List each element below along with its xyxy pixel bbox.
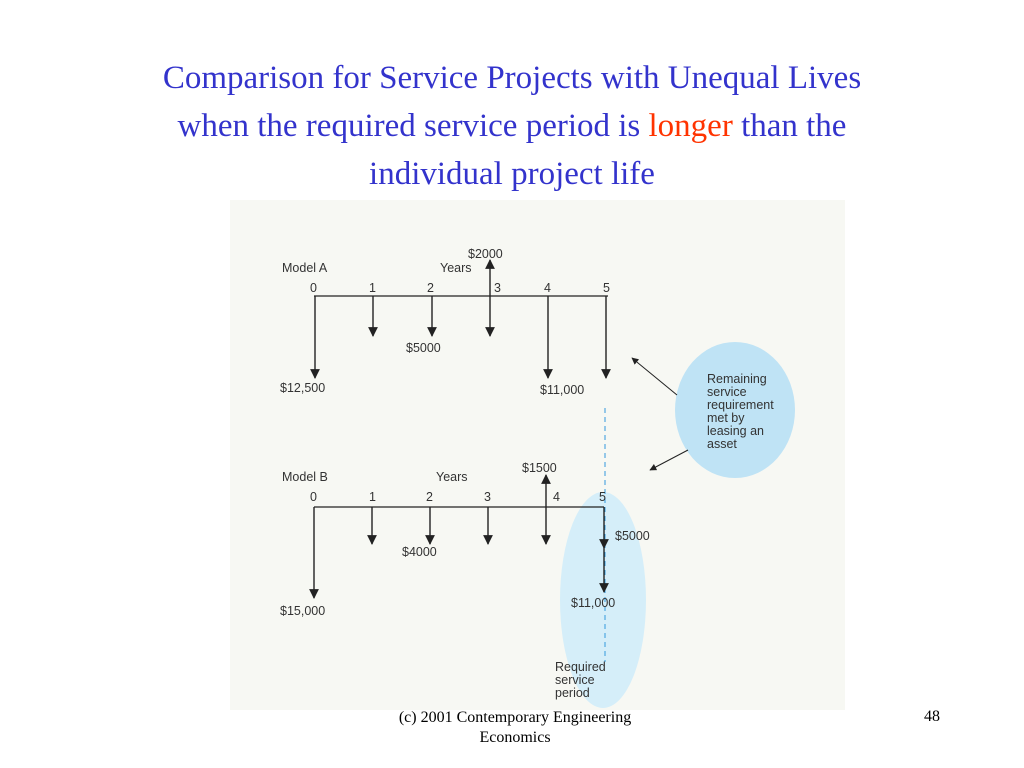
model-b-year-1: 1: [369, 490, 376, 504]
title-line-3: individual project life: [369, 156, 655, 192]
model-b-lease-cost-amount: $11,000: [571, 596, 616, 610]
model-b-annual-cost-amount: $4000: [402, 545, 437, 559]
model-a-lease-cost-amount: $11,000: [540, 383, 585, 397]
model-b-year-2: 2: [426, 490, 433, 504]
model-a-year-3: 3: [494, 281, 501, 295]
page-number: 48: [924, 708, 940, 725]
footer-line-1: (c) 2001 Contemporary Engineering: [398, 709, 632, 726]
callout-line-2: service: [707, 385, 747, 399]
callout-arrow-to-model-b: [650, 450, 688, 470]
callout-line-1: Remaining: [707, 372, 767, 386]
title-line-2: [40, 102, 984, 150]
callout-line-5: leasing an: [707, 424, 764, 438]
model-b-year-5-cost-amount: $5000: [615, 529, 650, 543]
model-b-year-0: 0: [310, 490, 317, 504]
title-highlight-word: longer: [648, 108, 733, 144]
model-a-initial-cost-amount: $12,500: [280, 381, 326, 395]
model-a-year-0: 0: [310, 281, 317, 295]
callout-line-6: asset: [707, 437, 737, 451]
required-period-line-2: service: [555, 673, 595, 687]
model-a-year-1: 1: [369, 281, 376, 295]
model-a-year-2: 2: [427, 281, 434, 295]
model-a-inflow-amount: $2000: [468, 247, 503, 261]
callout-arrow-to-model-a: [632, 358, 677, 395]
model-a-year-4: 4: [544, 281, 551, 295]
callout-line-3: requirement: [707, 398, 774, 412]
slide-title: [40, 54, 984, 198]
title-line-2-end: than the: [732, 108, 847, 144]
model-b-inflow-amount: $1500: [522, 461, 557, 475]
cash-flow-diagram-figure: [230, 200, 845, 710]
model-b-year-5: 5: [599, 490, 606, 504]
model-b-label: Model B: [282, 470, 328, 484]
required-period-line-3: period: [555, 686, 590, 700]
model-b-years-label: Years: [436, 470, 468, 484]
model-a-years-label: Years: [440, 261, 472, 275]
model-b-year-4: 4: [553, 490, 560, 504]
footer-line-2: Economics: [479, 729, 551, 746]
callout-line-4: met by: [707, 411, 745, 425]
title-line-2-start: when the required service period is: [177, 108, 649, 144]
title-line-1: Comparison for Service Projects with Unequal Lives: [162, 60, 862, 96]
footer-citation: [350, 708, 680, 748]
model-a-annual-cost-amount: $5000: [406, 341, 441, 355]
model-a-year-5: 5: [603, 281, 610, 295]
required-period-line-1: Required: [555, 660, 606, 674]
model-b-year-3: 3: [484, 490, 491, 504]
model-b-initial-cost-amount: $15,000: [280, 604, 326, 618]
model-a-label: Model A: [282, 261, 328, 275]
cash-flow-diagram: [230, 200, 845, 710]
